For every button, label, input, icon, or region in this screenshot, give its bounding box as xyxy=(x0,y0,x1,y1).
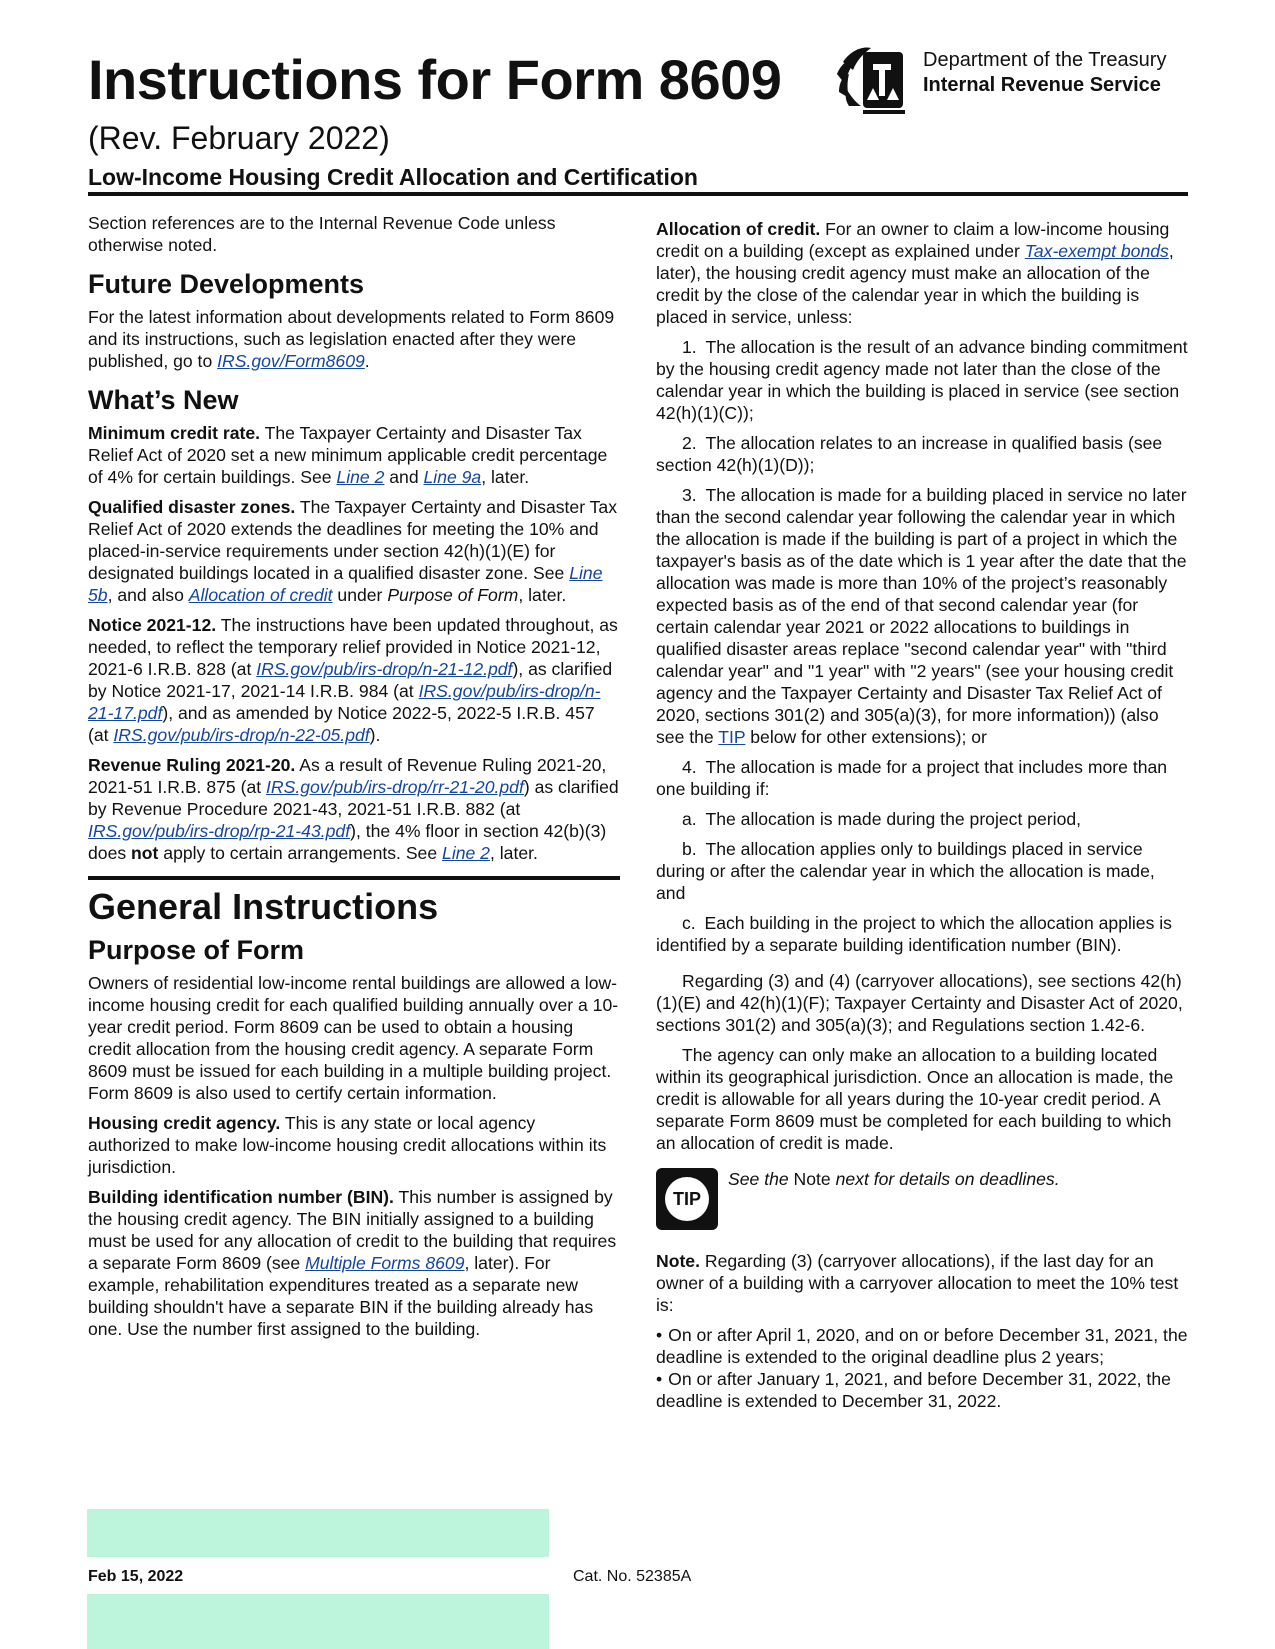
line-2-link-ruling[interactable]: Line 2 xyxy=(442,843,490,863)
bin-paragraph: Building identification number (BIN). This number is assigned by the housing credit agency. The BIN initially assigned to a building must be used for any allocation of credit to the building that requires a separate Form 8609 (see Multiple Forms 8609, later). For example, rehabilitation expenditures treated as a separate new building shouldn't have a separate BIN if the building already has one. Use the number first assigned to the building. xyxy=(88,1187,617,1339)
line-2-link[interactable]: Line 2 xyxy=(336,467,385,487)
allocation-of-credit-link[interactable]: Allocation of credit xyxy=(188,585,333,605)
minimum-credit-rate-paragraph: Minimum credit rate. The Taxpayer Certainty and Disaster Tax Relief Act of 2020 set a new minimum applicable credit percentage of 4% for certain buildings. See Line 2 and Line 9a, later. xyxy=(88,423,608,487)
notice-21-12-link[interactable]: IRS.gov/pub/irs-drop/n-21-12.pdf xyxy=(256,659,513,679)
list-item-1: 1. The allocation is the result of an advance binding commitment by the housing credit agency made not later than the close of the calendar year in which the building is placed in service (see section 42(h)(1)(C)); xyxy=(656,337,1188,423)
bullet-item-2: • On or after January 1, 2021, and before December 31, 2022, the deadline is extended to December 31, 2022. xyxy=(656,1368,1188,1412)
document-header xyxy=(88,40,1188,200)
header-divider xyxy=(88,192,1188,196)
list-item-3: 3. The allocation is made for a building placed in service no later than the second calendar year following the calendar year in which the allocation is made if the building is part of a project in which the taxpayer's basis as of the date which is 1 year after the date that the allocation was made is more than 10% of the project’s reasonably expected basis as of the end of that second calendar year (for certain calendar year 2021 or 2022 allocations to buildings in qualified disaster areas replace "second calendar year" with "third calendar year" and "1 year" with "2 years" (see your housing credit agency and the Taxpayer Certainty and Disaster Tax Relief Act of 2020, sections 301(2) and 305(a)(3), for more information)) (also see the TIP below for other extensions); or xyxy=(656,485,1187,747)
whats-new-heading: What’s New xyxy=(88,385,239,415)
irs-form8609-link[interactable]: IRS.gov/Form8609 xyxy=(217,351,365,371)
left-column xyxy=(88,212,620,1348)
rp-21-43-link[interactable]: IRS.gov/pub/irs-drop/rp-21-43.pdf xyxy=(88,821,351,841)
form-subtitle: Low-Income Housing Credit Allocation and Certification xyxy=(88,164,698,190)
list-item-4: 4. The allocation is made for a project that includes more than one building if: xyxy=(656,757,1168,799)
list-item-2: 2. The allocation relates to an increase in qualified basis (see section 42(h)(1)(D)); xyxy=(656,433,1163,475)
tip-badge-label: TIP xyxy=(665,1177,709,1221)
intro-paragraph: Section references are to the Internal Revenue Code unless otherwise noted. xyxy=(88,213,556,255)
highlight-box-bottom xyxy=(87,1594,549,1649)
jurisdiction-paragraph: The agency can only make an allocation to a building located within its geographical jurisdiction. Once an allocation is made, the credit is allowable for all years during the 10-year credit period. A separate Form 8609 must be completed for each building to which an allocation of credit is made. xyxy=(656,1045,1174,1153)
purpose-of-form-heading: Purpose of Form xyxy=(88,935,305,965)
irs-eagle-logo-icon xyxy=(833,44,911,118)
revenue-ruling-paragraph: Revenue Ruling 2021-20. As a result of Revenue Ruling 2021-20, 2021-51 I.R.B. 875 (at IRS.gov/pub/irs-drop/rr-21-20.pdf) as clarified by Revenue Procedure 2021-43, 2021-51 I.R.B. 882 (at IRS.gov/pub/irs-drop/rp-21-43.pdf), the 4% floor in section 42(b)(3) does not apply to certain arrangements. See Line 2, later. xyxy=(88,755,619,863)
list-item-4c: c. Each building in the project to which the allocation applies is identified by a separate building identification number (BIN). xyxy=(656,913,1172,955)
agency-irs: Internal Revenue Service xyxy=(923,74,1161,96)
tip-link[interactable]: TIP xyxy=(718,727,746,747)
highlight-box-top xyxy=(87,1509,549,1557)
purpose-paragraph: Owners of residential low-income rental buildings are allowed a low-income housing credit for each qualified building annually over a 10-year credit period. Form 8609 can be used to obtain a housing credit allocation from the housing credit agency. A separate Form 8609 must be issued for each building in a multiple building project. Form 8609 is also used to certify certain information. xyxy=(88,973,619,1103)
list-item-4b: b. The allocation applies only to buildings placed in service during or after the calendar year in which the allocation is made, and xyxy=(656,839,1155,903)
notice-21-17-link[interactable]: IRS.gov/pub/irs-drop/n-21-17.pdf xyxy=(88,681,601,723)
revision-date: (Rev. February 2022) xyxy=(88,120,390,156)
tip-text: See the Note next for details on deadlines. xyxy=(728,1169,1060,1189)
agency-department: Department of the Treasury xyxy=(923,49,1167,71)
section-divider xyxy=(88,876,620,880)
rr-21-20-link[interactable]: IRS.gov/pub/irs-drop/rr-21-20.pdf xyxy=(266,777,524,797)
tip-icon xyxy=(656,1168,718,1230)
general-instructions-heading: General Instructions xyxy=(88,886,439,927)
multiple-forms-link[interactable]: Multiple Forms 8609 xyxy=(305,1253,465,1273)
tip-callout xyxy=(656,1168,1188,1230)
future-developments-paragraph: For the latest information about developments related to Form 8609 and its instructions, such as legislation enacted after they were published, go to IRS.gov/Form8609. xyxy=(88,307,615,371)
list-item-4a: a. The allocation is made during the project period, xyxy=(682,809,1082,829)
disaster-zones-paragraph: Qualified disaster zones. The Taxpayer Certainty and Disaster Tax Relief Act of 2020 extends the deadlines for meeting the 10% and placed-in-service requirements under section 42(h)(1)(E) for designated buildings located in a qualified disaster zone. See Line 5b, and also Allocation of credit under Purpose of Form, later. xyxy=(88,497,618,605)
allocation-of-credit-paragraph: Allocation of credit. For an owner to claim a low-income housing credit on a building (except as explained under Tax-exempt bonds, later), the housing credit agency must make an allocation of the credit by the close of the calendar year in which the building is placed in service, unless: xyxy=(656,219,1174,327)
right-column xyxy=(656,218,1188,1420)
bullet-item-1: • On or after April 1, 2020, and on or before December 31, 2021, the deadline is extended to the original deadline plus 2 years; xyxy=(656,1324,1188,1368)
page-title: Instructions for Form 8609 xyxy=(88,48,782,111)
housing-credit-agency-paragraph: Housing credit agency. This is any state or local agency authorized to make low-income housing credit allocations within its jurisdiction. xyxy=(88,1113,607,1177)
agency-name xyxy=(923,48,1166,98)
tax-exempt-bonds-link[interactable]: Tax-exempt bonds xyxy=(1024,241,1169,261)
future-developments-heading: Future Developments xyxy=(88,269,365,299)
note-paragraph: Note. Regarding (3) (carryover allocations), if the last day for an owner of a building with a carryover allocation to meet the 10% test is: xyxy=(656,1251,1179,1315)
catalog-number: Cat. No. 52385A xyxy=(573,1568,692,1585)
footer-date: Feb 15, 2022 xyxy=(88,1568,184,1585)
notice-2021-12-paragraph: Notice 2021-12. The instructions have been updated throughout, as needed, to reflect the temporary relief provided in Notice 2021-12, 2021-6 I.R.B. 828 (at IRS.gov/pub/irs-drop/n-21-12.pdf), as clarified by Notice 2021-17, 2021-14 I.R.B. 984 (at IRS.gov/pub/irs-drop/n-21-17.pdf), and as amended by Notice 2022-5, 2022-5 I.R.B. 457 (at IRS.gov/pub/irs-drop/n-22-05.pdf). xyxy=(88,615,618,745)
carryover-paragraph: Regarding (3) and (4) (carryover allocations), see sections 42(h)(1)(E) and 42(h)(1)(F); Taxpayer Certainty and Disaster Act of 2020, sections 301(2) and 305(a)(3); and Regulations section 1.42-6. xyxy=(656,971,1183,1035)
line-9a-link[interactable]: Line 9a xyxy=(423,467,482,487)
line-5b-link[interactable]: Line 5b xyxy=(88,563,603,605)
notice-22-05-link[interactable]: IRS.gov/pub/irs-drop/n-22-05.pdf xyxy=(113,725,370,745)
